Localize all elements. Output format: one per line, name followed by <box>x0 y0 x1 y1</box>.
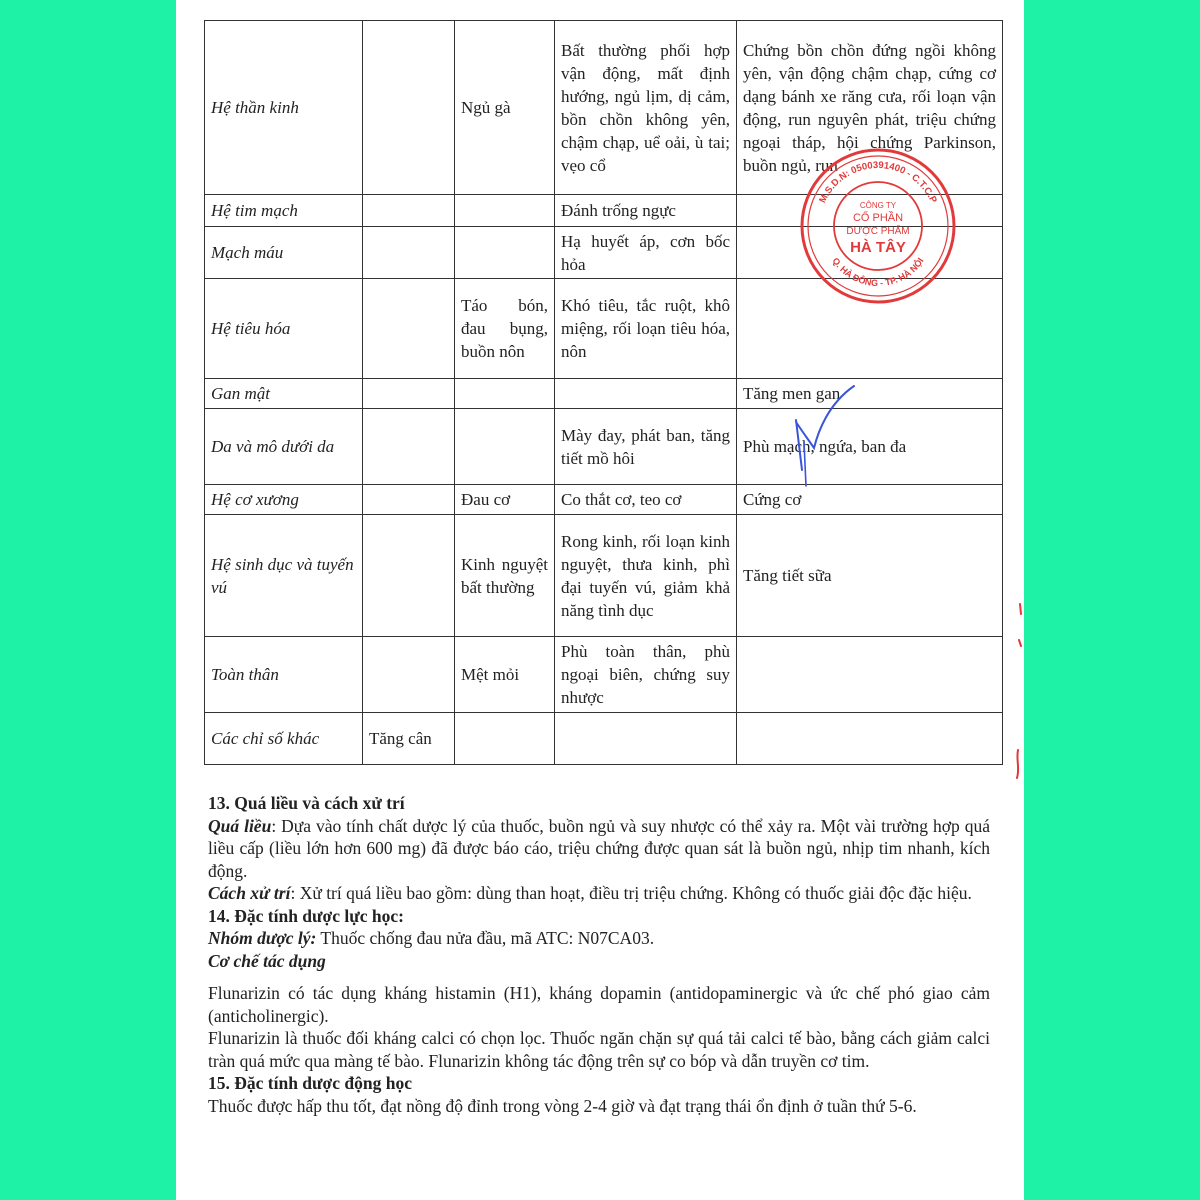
stamp-line2: CỔ PHẦN <box>852 212 904 224</box>
system-cell: Hệ tim mạch <box>205 195 363 227</box>
mechanism-paragraph-2: Flunarizin là thuốc đối kháng calci có chọn lọc. Thuốc ngăn chặn sự quá tải calci tế bào, bằng cách giảm calci tràn quá mức qua màng tế bào. Flunarizin không tác động trên sự co bóp và dẫn truyền cơ tim. <box>208 1028 990 1071</box>
system-cell: Hệ tiêu hóa <box>205 279 363 379</box>
system-cell: Gan mật <box>205 379 363 409</box>
frequency-cell-c1 <box>363 279 455 379</box>
table-row <box>205 21 1003 195</box>
stamp-line3: DƯỢC PHẨM <box>846 226 910 237</box>
frequency-cell-c4: Cứng cơ <box>737 485 1003 515</box>
stamp-ring-bottom: Q. HÀ ĐÔNG - TP. HÀ NỘI <box>830 255 926 289</box>
pharmacologic-group <box>208 927 990 950</box>
frequency-cell-c2: Mệt mỏi <box>455 637 555 713</box>
table-row <box>205 279 1003 379</box>
frequency-cell-c1 <box>363 227 455 279</box>
mechanism-paragraph-1: Flunarizin có tác dụng kháng histamin (H1), kháng dopamin (antidopaminergic và ức chế phó giao cảm (anticholinergic). <box>208 983 990 1026</box>
section-14-title: 14. Đặc tính dược lực học: <box>208 905 404 926</box>
table-row <box>205 637 1003 713</box>
side-effects-table-body <box>205 21 1003 765</box>
frequency-cell-c3 <box>555 713 737 765</box>
section-15-title: 15. Đặc tính dược động học <box>208 1073 412 1093</box>
frequency-cell-c2 <box>455 195 555 227</box>
frequency-cell-c1 <box>363 515 455 637</box>
frequency-cell-c2 <box>455 379 555 409</box>
table-row <box>205 195 1003 227</box>
section-13-title: 13. Quá liều và cách xử trí <box>208 793 405 813</box>
frequency-cell-c3: Rong kinh, rối loạn kinh nguyệt, thưa kinh, phì đại tuyến vú, giảm khả năng tình dục <box>555 515 737 637</box>
frequency-cell-c4 <box>737 637 1003 713</box>
treatment-label: Cách xử trí <box>208 883 291 903</box>
frequency-cell-c2: Đau cơ <box>455 485 555 515</box>
frequency-cell-c4 <box>737 227 1003 279</box>
frequency-cell-c4: Phù mạch, ngứa, ban đa <box>737 409 1003 485</box>
frequency-cell-c1 <box>363 409 455 485</box>
table-row <box>205 515 1003 637</box>
stamp-line4: HÀ TÂY <box>850 239 906 256</box>
frequency-cell-c1 <box>363 637 455 713</box>
treatment-paragraph <box>208 882 990 905</box>
frequency-cell-c2: Ngủ gà <box>455 21 555 195</box>
frequency-cell-c4 <box>737 279 1003 379</box>
overdose-label: Quá liều <box>208 815 272 836</box>
frequency-cell-c3: Khó tiêu, tắc ruột, khô miệng, rối loạn tiêu hóa, nôn <box>555 279 737 379</box>
system-cell: Các chỉ số khác <box>205 713 363 765</box>
table-row <box>205 379 1003 409</box>
frequency-cell-c3: Phù toàn thân, phù ngoại biên, chứng suy nhược <box>555 637 737 713</box>
system-cell: Toàn thân <box>205 637 363 713</box>
overdose-paragraph <box>208 815 990 883</box>
frequency-cell-c1 <box>363 21 455 195</box>
frequency-cell-c2 <box>455 409 555 485</box>
frequency-cell-c3: Co thắt cơ, teo cơ <box>555 485 737 515</box>
stamp-line1: CÔNG TY <box>859 201 897 210</box>
system-cell: Hệ cơ xương <box>205 485 363 515</box>
frequency-cell-c4: Tăng men gan <box>737 379 1003 409</box>
pharmacokinetic-paragraph: Thuốc được hấp thu tốt, đạt nồng độ đỉnh trong vòng 2-4 giờ và đạt trạng thái ổn định ở tuần thứ 5-6. <box>208 1095 917 1116</box>
frequency-cell-c2 <box>455 227 555 279</box>
table-row <box>205 409 1003 485</box>
frequency-cell-c4: Chứng bồn chồn đứng ngồi không yên, vận động chậm chạp, cứng cơ dạng bánh xe răng cưa, rối loạn vận động, run nguyên phát, triệu chứng ngoại tháp, hội chứng Parkinson, buồn ngủ, run <box>737 21 1003 195</box>
stamp-ring-top: M.S.D.N: 0500391400 - C.T.C.P <box>817 159 939 205</box>
frequency-cell-c2: Táo bón, đau bụng, buồn nôn <box>455 279 555 379</box>
frequency-cell-c1 <box>363 195 455 227</box>
frequency-cell-c1 <box>363 379 455 409</box>
side-effects-table <box>204 20 1003 765</box>
frequency-cell-c3 <box>555 379 737 409</box>
frequency-cell-c4 <box>737 195 1003 227</box>
frequency-cell-c3: Hạ huyết áp, cơn bốc hỏa <box>555 227 737 279</box>
system-cell: Hệ sinh dục và tuyến vú <box>205 515 363 637</box>
table-row <box>205 227 1003 279</box>
frequency-cell-c3: Đánh trống ngực <box>555 195 737 227</box>
frequency-cell-c4 <box>737 713 1003 765</box>
table-row <box>205 485 1003 515</box>
sections <box>208 792 990 1117</box>
edge-mark <box>1012 600 1024 780</box>
frequency-cell-c1: Tăng cân <box>363 713 455 765</box>
frequency-cell-c3: Mày đay, phát ban, tăng tiết mồ hôi <box>555 409 737 485</box>
system-cell: Hệ thần kinh <box>205 21 363 195</box>
group-label: Nhóm dược lý: <box>208 928 317 948</box>
system-cell: Da và mô dưới da <box>205 409 363 485</box>
system-cell: Mạch máu <box>205 227 363 279</box>
frequency-cell-c2 <box>455 713 555 765</box>
document-page <box>176 0 1024 1200</box>
frequency-cell-c3: Bất thường phối hợp vận động, mất định hướng, ngủ lịm, dị cảm, bồn chồn không yên, chậm chạp, uể oải, ù tai; vẹo cổ <box>555 21 737 195</box>
mechanism-label: Cơ chế tác dụng <box>208 950 326 971</box>
treatment-text: : Xử trí quá liều bao gồm: dùng than hoạt, điều trị triệu chứng. Không có thuốc giải độc đặc hiệu. <box>290 883 972 903</box>
frequency-cell-c1 <box>363 485 455 515</box>
group-text: Thuốc chống đau nửa đầu, mã ATC: N07CA03. <box>316 928 655 948</box>
table-row <box>205 713 1003 765</box>
overdose-text: : Dựa vào tính chất dược lý của thuốc, buồn ngủ và suy nhược có thể xảy ra. Một vài trường hợp quá liều cấp (liều lớn hơn 600 mg) đã được báo cáo, triệu chứng được quan sát là buồn ngủ, nhịp tim nhanh, kích động. <box>208 815 990 881</box>
frequency-cell-c2: Kinh nguyệt bất thường <box>455 515 555 637</box>
frequency-cell-c4: Tăng tiết sữa <box>737 515 1003 637</box>
